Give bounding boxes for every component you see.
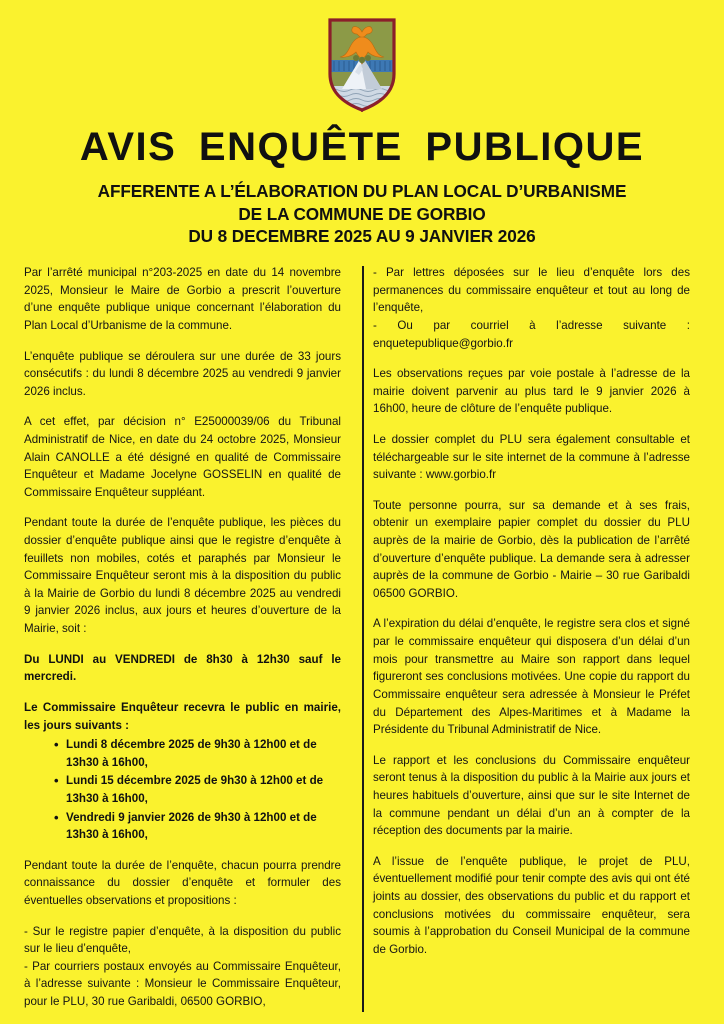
paragraph-dossier-en-ligne: Le dossier complet du PLU sera également consultable et téléchargeable sur le site internet de la commune à l’adresse suivante : www.gorbio.fr: [373, 432, 690, 482]
left-column: [24, 264, 341, 1024]
paragraph-approbation: A l’issue de l’enquête publique, le projet de PLU, éventuellement modifié pour tenir compte des avis qui ont été joints au dossier, des observations du public et du rapport et conclusions motivées du commissaire enquêteur, sera soumis à l’approbation du Conseil Municipal de la commune de Gorbio.: [373, 854, 690, 956]
observation-method-courrier: - Par courriers postaux envoyés au Commissaire Enquêteur, à l’adresse suivante : Monsieur le Commissaire Enquêteur, pour le PLU, 30 rue Garibaldi, 06500 GORBIO,: [24, 959, 341, 1009]
crest-container: [0, 0, 724, 112]
paragraph-arrete: Par l’arrêté municipal n°203-2025 en date du 14 novembre 2025, Monsieur le Maire de Gorbio a prescrit l’ouverture d’une enquête publique unique concernant l’élaboration du Plan Local d’Urbanisme de la commune.: [24, 266, 341, 332]
paragraph-dossier-disponibilite: Pendant toute la durée de l’enquête publique, les pièces du dossier d’enquête publique ainsi que le registre d’enquête à feuillets non mobiles, cotés et paraphés par Monsieur le Commissaire Enquêteur seront mis à la disposition du public à la Mairie de Gorbio du lundi 8 décembre 2025 au vendredi 9 janvier 2026 inclus, aux jours et heures d’ouverture de la Mairie, soit :: [24, 516, 341, 636]
observation-method-courriel: - Ou par courriel à l’adresse suivante : enquetepublique@gorbio.fr: [373, 318, 690, 350]
list-item: • Vendredi 9 janvier 2026 de 9h30 à 12h00 et de 13h30 à 16h00,: [54, 809, 341, 844]
body-columns: [0, 264, 724, 1024]
subtitle-line-1: AFFERENTE A L’ÉLABORATION DU PLAN LOCAL D’URBANISME: [97, 181, 627, 201]
opening-hours: Du LUNDI au VENDREDI de 8h30 à 12h30 sauf le mercredi.: [24, 652, 341, 684]
gorbio-coat-of-arms-icon: [326, 16, 398, 112]
poster-title: AVIS ENQUÊTE PUBLIQUE: [79, 125, 645, 169]
paragraph-cloture-registre: A l’expiration du délai d’enquête, le registre sera clos et signé par le commissaire enquêteur qui disposera d’un délai d’un mois pour transmettre au Maire son rapport dans lequel figureront ses conclusions motivées. Une copie du rapport du Commissaire enquêteur sera adressée à Monsieur le Préfet du Département des Alpes-Maritimes et à Madame la Présidente du Tribunal Administratif de Nice.: [373, 617, 690, 737]
column-divider: [362, 266, 364, 1012]
paragraph-observations-intro: Pendant toute la durée de l’enquête, chacun pourra prendre connaissance du dossier d’enquête et formuler des éventuelles observations et propositions :: [24, 858, 341, 907]
observation-method-lettres: - Par lettres déposées sur le lieu d’enquête lors des permanences du commissaire enquêteur et tout au long de l’enquête,: [373, 266, 690, 315]
paragraph-rapport-disposition: Le rapport et les conclusions du Commissaire enquêteur seront tenus à la disposition du public à la Mairie aux jours et heures habituels d’ouverture, ainsi que sur le site Internet de la commune pendant un délai d’un an à compter de la réception des documents par la mairie.: [373, 753, 690, 838]
list-item: • Lundi 8 décembre 2025 de 9h30 à 12h00 et de 13h30 à 16h00,: [54, 736, 341, 771]
permanence-dates-list: [24, 736, 341, 844]
right-column: [363, 264, 690, 1024]
paragraph-observations-postales: Les observations reçues par voie postale à l’adresse de la mairie doivent parvenir au plus tard le 9 janvier 2026 à 16h00, heure de clôture de l’enquête publique.: [373, 367, 690, 416]
subtitle-line-2: DE LA COMMUNE DE GORBIO: [238, 203, 486, 224]
paragraph-exemplaire-papier: Toute personne pourra, sur sa demande et à ses frais, obtenir un exemplaire papier complet du dossier du PLU auprès de la mairie de Gorbio, dès la publication de l’arrêté d’ouverture d’enquête publique. La demande sera à adresser auprès de la commune de Gorbio - Mairie – 30 rue Garibaldi 06500 GORBIO.: [373, 498, 690, 600]
permanence-intro: Le Commissaire Enquêteur recevra le public en mairie, les jours suivants :: [24, 700, 341, 732]
list-item: • Lundi 15 décembre 2025 de 9h30 à 12h00 et de 13h30 à 16h00,: [54, 772, 341, 807]
subtitle-line-3: DU 8 DECEMBRE 2025 AU 9 JANVIER 2026: [188, 226, 536, 247]
observation-method-registre: - Sur le registre papier d’enquête, à la disposition du public sur le lieu d’enquête,: [24, 924, 341, 956]
poster-subtitle: [0, 180, 724, 248]
paragraph-duree: L’enquête publique se déroulera sur une durée de 33 jours consécutifs : du lundi 8 décembre 2025 au vendredi 9 janvier 2026 inclus.: [24, 349, 341, 398]
paragraph-designation: A cet effet, par décision n° E25000039/06 du Tribunal Administratif de Nice, en date du 24 octobre 2025, Monsieur Alain CANOLLE a été désigné en qualité de Commissaire Enquêteur et Madame Jocelyne GOSSELIN en qualité de Commissaire Enquêteur suppléant.: [24, 415, 341, 499]
